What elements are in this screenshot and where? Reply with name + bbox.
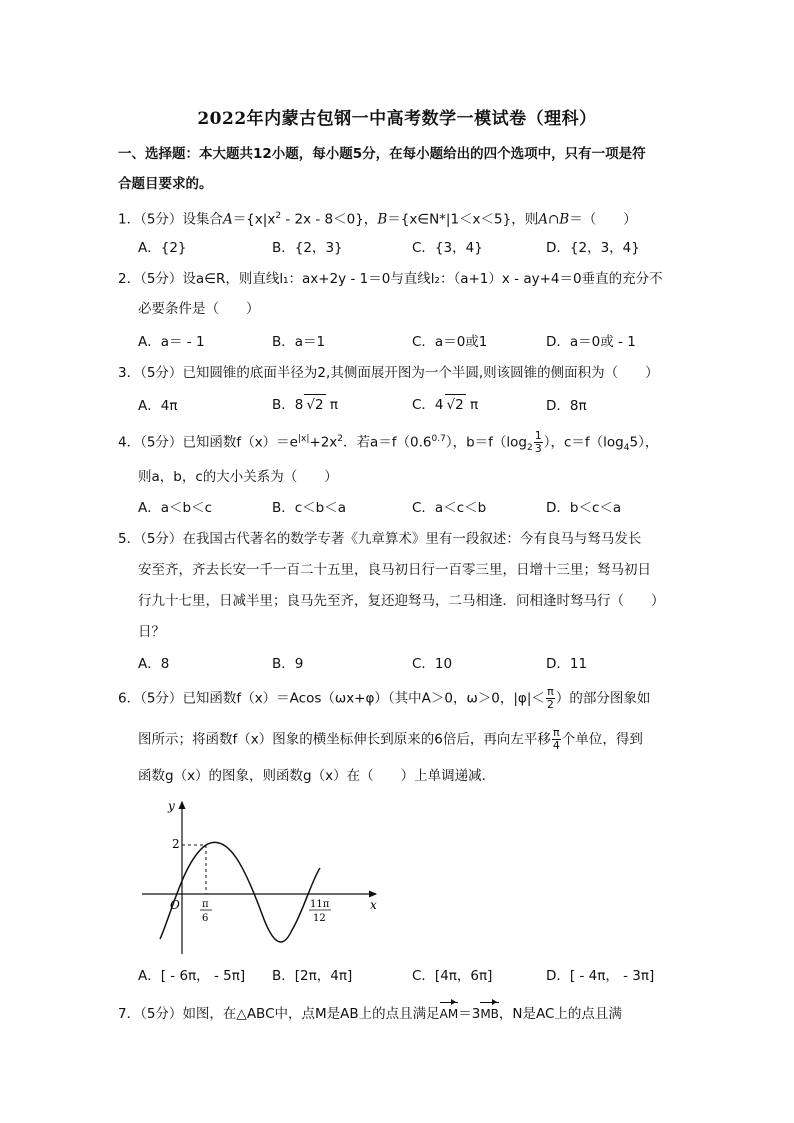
question-text: - 2x - 8＜0}， (281, 211, 378, 228)
question-text: 已知圆锥的底面半径为2,其侧面展开图为一个半圆,则该圆锥的侧面积为（ ） (182, 365, 659, 381)
question-text: 如图，在△ABC中，点M是AB上的点且满足 (182, 1006, 440, 1022)
function-graph (132, 790, 392, 960)
option-a: A．{2} (138, 240, 187, 256)
question-text: 设集合 (182, 211, 223, 228)
option-d: D．a＝0或 - 1 (546, 334, 636, 350)
option-c: C．a＜c＜b (412, 500, 487, 516)
fraction (552, 727, 561, 752)
option-b: B．[2π，4π] (272, 968, 353, 984)
question-text: 已知函数f（x）＝e (182, 434, 298, 451)
exponent: 0.7 (431, 434, 446, 444)
question-3 (118, 363, 659, 383)
option-d: D．{2，3，4} (546, 240, 640, 256)
denominator: 2 (546, 698, 554, 711)
option-text: C．4 (412, 397, 444, 413)
numerator: π (547, 685, 554, 698)
exponent: 2 (337, 434, 344, 444)
denominator: 3 (534, 442, 542, 455)
question-number: 1．（5分） (118, 211, 183, 228)
question-text: ＝{x∈N*|1＜x＜5}，则 (387, 211, 539, 228)
question-4 (118, 429, 658, 458)
tick-label-11pi-12-num: 11π (310, 899, 330, 910)
cosine-curve (160, 842, 320, 942)
fraction (534, 430, 543, 455)
option-b (272, 394, 338, 415)
tick-label-11pi-12-den: 12 (313, 913, 326, 924)
log-base: 2 (527, 443, 533, 454)
set-b: B (377, 211, 388, 228)
option-d: D．[ - 4π， - 3π] (546, 968, 655, 984)
question-text: ），c＝f（log (543, 434, 624, 451)
option-a: A．a＝ - 1 (138, 334, 205, 350)
log-base: 4 (623, 443, 630, 454)
question-text: 设a∈R，则直线l₁：ax+2y - 1＝0与直线l₂：（a+1）x - ay+4＝0垂直的充分不 (182, 271, 663, 287)
question-text: ．若a＝f（0.6 (343, 434, 432, 451)
question-number: 5．（5分） (118, 531, 183, 547)
pi-symbol: π (470, 397, 479, 413)
question-text: 图所示；将函数f（x）图象的横坐标伸长到原来的6倍后，再向左平移 (138, 731, 551, 748)
option-d: D．8π (546, 398, 587, 414)
page-title: 2022年内蒙古包钢一中高考数学一模试卷（理科） (197, 109, 597, 129)
option-c: C．[4π，6π] (412, 968, 493, 984)
question-6-cont (138, 727, 643, 752)
intersection: A∩B (538, 211, 570, 228)
exponent: 2 (275, 211, 282, 221)
question-text: ，N是AC上的点且满 (498, 1006, 622, 1022)
sqrt-symbol: √2 (445, 394, 466, 415)
question-text: ）的部分图象如 (555, 690, 651, 707)
fraction (546, 686, 555, 711)
question-text: ＝3 (458, 1006, 481, 1022)
max-value-label: 2 (172, 837, 180, 851)
question-2 (118, 269, 663, 289)
option-text: B．8 (272, 397, 304, 413)
option-a: A．8 (138, 656, 170, 672)
option-b: B．a＝1 (272, 334, 326, 350)
section-heading-cont: 合题目要求的。 (118, 176, 213, 192)
vector-mb: MB (480, 1004, 499, 1024)
numerator: 1 (534, 429, 542, 442)
radicand: 2 (314, 397, 324, 413)
set-a: A (222, 211, 233, 228)
radicand: 2 (455, 397, 464, 413)
question-6 (118, 686, 650, 711)
question-1 (118, 206, 637, 230)
question-7 (118, 1004, 622, 1024)
question-5-cont: 安至齐，齐去长安一千一百二十五里，良马初日行一百零三里，日增十三里；驽马初日 (138, 562, 651, 578)
option-d: D．11 (546, 656, 588, 672)
numerator: π (553, 726, 560, 739)
question-5-cont: 行九十七里，日减半里；良马先至齐，复还迎驽马，二马相逢．问相逢时驽马行（ ） (138, 593, 665, 609)
question-number: 6．（5分） (118, 690, 183, 707)
denominator: 4 (552, 739, 560, 752)
option-c (412, 394, 478, 415)
question-text: 在我国古代著名的数学专著《九章算术》里有一段叙述：今有良马与驽马发长 (182, 531, 642, 547)
question-number: 2．（5分） (118, 271, 183, 287)
question-text: 5）， (629, 434, 659, 451)
option-a: A．a＜b＜c (138, 500, 212, 516)
question-number: 7．（5分） (118, 1006, 183, 1022)
option-a: A．[ - 6π， - 5π] (138, 968, 246, 984)
option-d: D．b＜c＜a (546, 500, 622, 516)
option-c: C．a＝0或1 (412, 334, 488, 350)
option-b: B．c＜b＜a (272, 500, 347, 516)
x-axis-label: x (370, 898, 377, 912)
vector-am: AM (440, 1004, 459, 1024)
sqrt-symbol: √2 (304, 394, 325, 415)
question-6-cont: 函数g（x）的图象，则函数g（x）在（ ）上单调递减． (138, 768, 496, 784)
question-5-cont: 日？ (138, 624, 165, 640)
question-number: 3．（5分） (118, 365, 183, 381)
exponent: |x| (298, 434, 310, 444)
option-b: B．{2，3} (272, 240, 343, 256)
question-text: ＝{x|x (232, 211, 276, 228)
pi-symbol: π (329, 397, 338, 413)
question-5 (118, 529, 641, 549)
option-b: B．9 (272, 656, 304, 672)
option-a: A．4π (138, 398, 178, 414)
origin-label: O (170, 898, 180, 912)
section-heading: 一、选择题：本大题共12小题，每小题5分，在每小题给出的四个选项中，只有一项是符 (118, 146, 646, 162)
option-c: C．10 (412, 656, 453, 672)
question-text: +2x (309, 434, 338, 451)
tick-label-pi-6-num: π (202, 899, 209, 910)
question-4-cont: 则a，b，c的大小关系为（ ） (138, 469, 338, 485)
question-number: 4．（5分） (118, 434, 183, 451)
y-axis-label: y (168, 799, 175, 813)
question-text: ＝（ ） (569, 211, 637, 228)
question-2-cont: 必要条件是（ ） (138, 301, 260, 317)
question-text: ），b＝f（log (445, 434, 527, 451)
option-c: C．{3，4} (412, 240, 483, 256)
tick-label-pi-6-den: 6 (202, 913, 209, 924)
question-text: 个单位，得到 (561, 731, 643, 748)
question-text: 已知函数f（x）＝Acos（ωx+φ）（其中A＞0，ω＞0，|φ|＜ (182, 690, 545, 707)
